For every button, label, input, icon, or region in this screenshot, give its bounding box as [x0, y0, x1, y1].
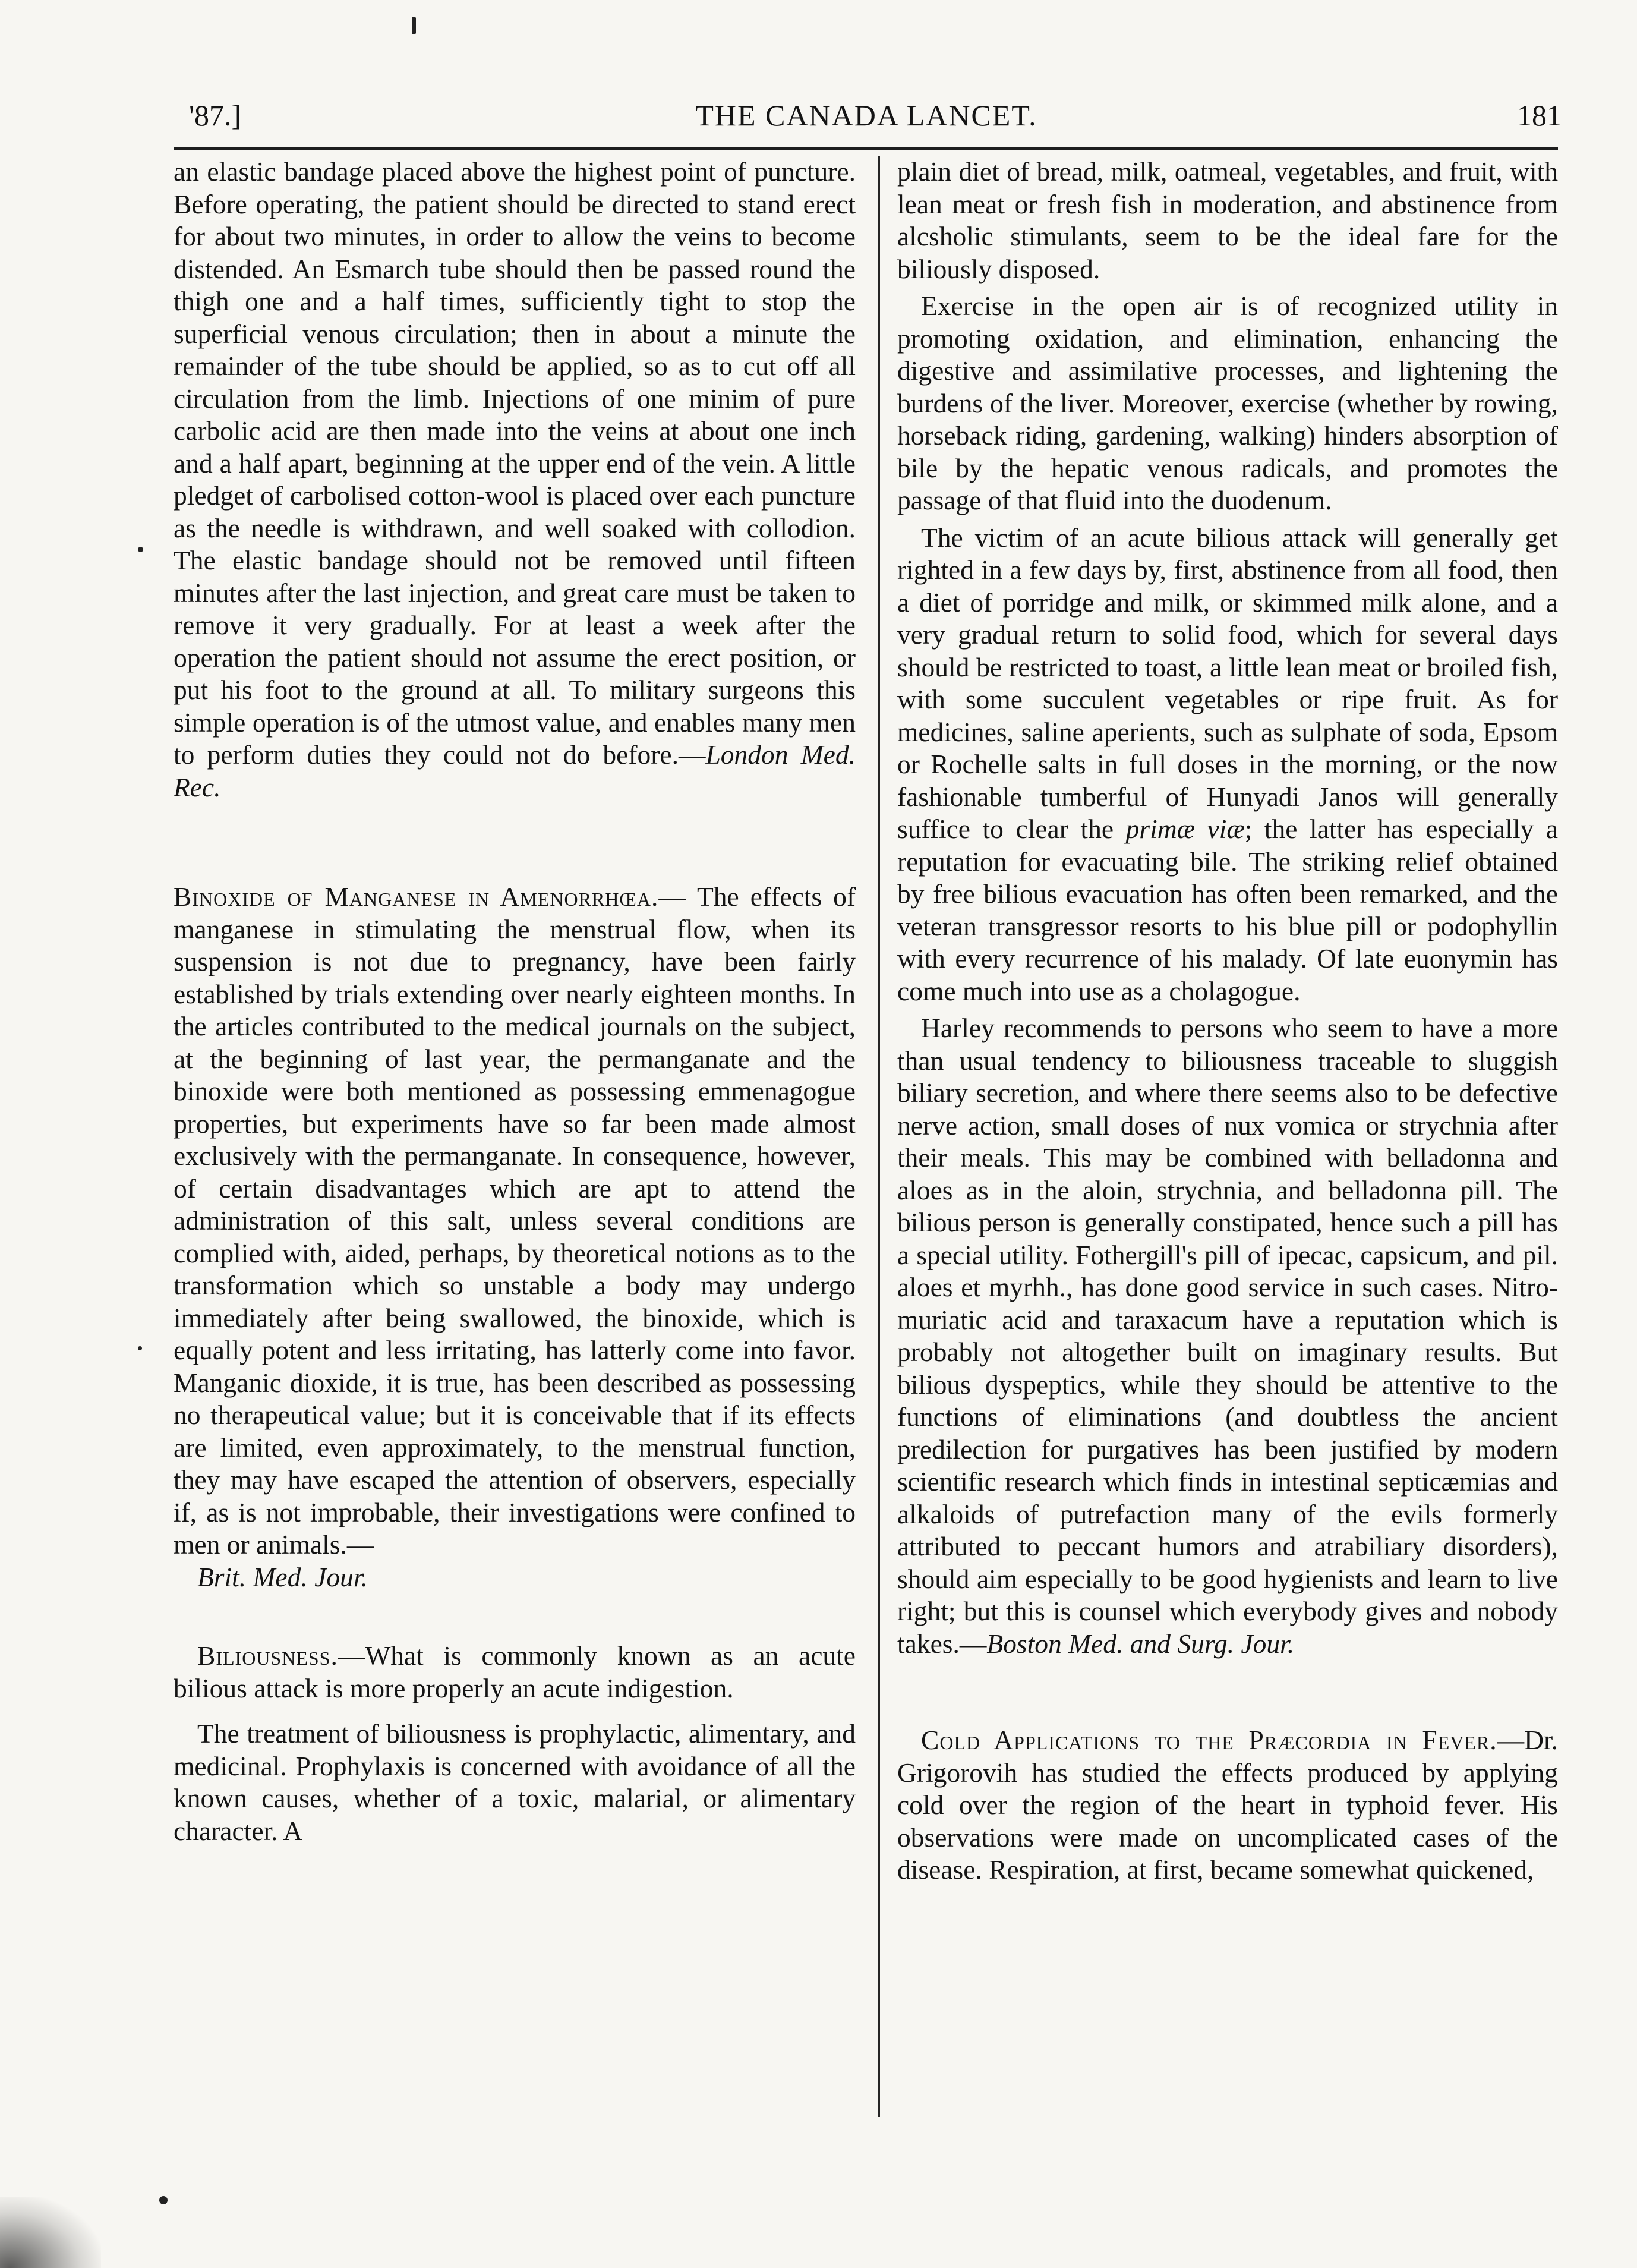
section-gap — [174, 804, 856, 881]
ink-dot — [138, 547, 143, 552]
scan-smudge — [0, 2197, 101, 2268]
heading-cold-applications: Cold Applications to the Præcordia in Fever. — [921, 1725, 1497, 1755]
paragraph-acute-attack — [897, 522, 1558, 1008]
manganese-text: The effects of manganese in stimulating the menstrual flow, when its suspension is not due to pregnancy, have been fairly established by trials extending over nearly eighteen months. In the articles contributed to the medical journals on the subject, at the beginning of last year, the permanganate and the binoxide were both mentioned as possessing emmenagogue properties, but experiments have so far been made almost exclusively with the permanganate. In consequence, however, of certain disadvantages which are apt to attend the administration of this salt, unless several conditions are complied with, aided, perhaps, by theoretical notions as to the transformation which so unstable a body may undergo immediately after being swallowed, the binoxide, which is equally potent and less irritating, has latterly come into favor. Manganic dioxide, it is true, has been described as possessing no therapeutical value; but it is conceivable that if its effects are limited, even approximately, to the menstrual function, they may have escaped the attention of observers, especially if, as is not improbable, their investigations were confined to men or animals.— — [174, 881, 856, 1560]
page-number: 181 — [1517, 99, 1562, 132]
acute-attack-text-a: The victim of an acute bilious attack will generally get righted in a few days by, first, abstinence from all food, then a diet of porridge and milk, or skimmed milk alone, and a very gradual return to solid food, which for several days should be restricted to toast, a little lean meat or broiled fish, with some succulent vegetables or ripe fruit. As for medicines, saline aperients, such as sulphate of soda, Epsom or Rochelle salts in full doses in the morning, or the now fashionable tumberful of Hunyadi Janos will generally suffice to clear the — [897, 522, 1558, 844]
ink-mark — [412, 17, 416, 34]
running-header — [171, 98, 1562, 140]
header-rule — [174, 147, 1558, 150]
right-column — [897, 156, 1558, 2129]
header-year: '87.] — [189, 99, 242, 132]
heading-manganese: Binoxide of Manganese in Amenorrhœa.— — [174, 881, 686, 912]
article-biliousness — [174, 1640, 856, 1705]
column-divider — [878, 156, 880, 2117]
paragraph-exercise: Exercise in the open air is of recognized utility in promoting oxidation, and elimination, enhancing the digestive and assimilative processes, and lightening the burdens of the liver. Moreover, exercise (whether by rowing, horseback riding, gardening, walking) hinders absorption of bile by the hepatic venous radicals, and promotes the passage of that fluid into the duodenum. — [897, 291, 1558, 515]
left-column — [174, 156, 856, 2129]
citation-brit-med-jour: Brit. Med. Jour. — [197, 1561, 368, 1592]
ink-dot — [138, 1346, 142, 1350]
acute-attack-italic: primæ viæ — [1125, 814, 1245, 844]
cold-applications-text: —Dr. Grigorovih has studied the effects produced by applying cold over the region of the heart in typhoid fever. His observations were made on uncomplicated cases of the disease. Respiration, at first, became somewhat quickened, — [897, 1725, 1558, 1885]
ink-dot — [159, 2196, 168, 2204]
citation-boston-med-surg-jour: Boston Med. and Surg. Jour. — [986, 1628, 1295, 1659]
biliousness-text: —What is commonly known as an acute bilious attack is more properly an acute indigestion. — [174, 1640, 856, 1703]
section-gap — [897, 1660, 1558, 1719]
paragraph-harley — [897, 1012, 1558, 1660]
continued-paragraph — [174, 156, 856, 804]
heading-biliousness: Biliousness. — [197, 1640, 338, 1671]
paragraph-diet: plain diet of bread, milk, oatmeal, vegetables, and fruit, with lean meat or fresh fish in moderation, and abstinence from alcsholic stimulants, seem to be the ideal fare for the biliously disposed. — [897, 156, 1558, 284]
harley-text: Harley recommends to persons who seem to have a more than usual tendency to biliousness traceable to sluggish biliary secretion, and where there seems also to be defective nerve action, small doses of nux vomica or strychnia after their meals. This may be combined with belladonna and aloes as in the aloin, strychnia, and belladonna pill. The bilious person is generally constipated, hence such a pill has a special utility. Fothergill's pill of ipecac, capsicum, and pil. aloes et myrhh., has done good service in such cases. Nitro-muriatic acid and taraxacum have a reputation which is probably not altogether built on imaginary results. But bilious dyspeptics, while they should be attentive to the functions of eliminations (and doubtless the ancient predilection for purgatives has been justified by modern scientific research which finds in intestinal septicæmias and alkaloids of putrefaction many of the evils formerly attributed to peccant humors and atrabiliary disorders), should aim especially to be good hygienists and learn to live right; but this is counsel which everybody gives and nobody takes.— — [897, 1013, 1558, 1659]
citation-london-med-rec: London Med. Rec. — [174, 739, 856, 802]
biliousness-paragraph-2: The treatment of biliousness is prophylactic, alimentary, and medicinal. Prophylaxis is concerned with avoidance of all the known causes, whether of a toxic, malarial, or alimentary character. A — [174, 1718, 856, 1846]
continued-text: an elastic bandage placed above the highest point of puncture. Before operating, the patient should be directed to stand erect for about two minutes, in order to allow the veins to become distended. An Esmarch tube should then be passed round the thigh one and a half times, sufficiently tight to stop the superficial venous circulation; then in about a minute the remainder of the tube should be applied, so as to cut off all circulation from the limb. Injections of one minim of pure carbolic acid are then made into the veins at about one inch and a half apart, beginning at the upper end of the vein. A little pledget of carbolised cotton-wool is placed over each puncture as the needle is withdrawn, and well soaked with collodion. The elastic bandage should not be removed until fifteen minutes after the last injection, and great care must be taken to remove it very gradually. For at least a week after the operation the patient should not assume the erect position, or put his foot to the ground at all. To military surgeons this simple operation is of the utmost value, and enables many men to perform duties they could not do before.— — [174, 156, 856, 770]
article-cold-applications — [897, 1724, 1558, 1886]
acute-attack-text-b: ; the latter has especially a reputation for evacuating bile. The striking relief obtained by free bilious evacuation has often been remarked, and the veteran transgressor resorts to his blue pill or podophyllin with every recurrence of his malady. Of late euonymin has come much into use as a cholagogue. — [897, 814, 1558, 1006]
article-manganese — [174, 881, 856, 1593]
section-gap — [174, 1593, 856, 1635]
journal-title: THE CANADA LANCET. — [695, 99, 1037, 132]
